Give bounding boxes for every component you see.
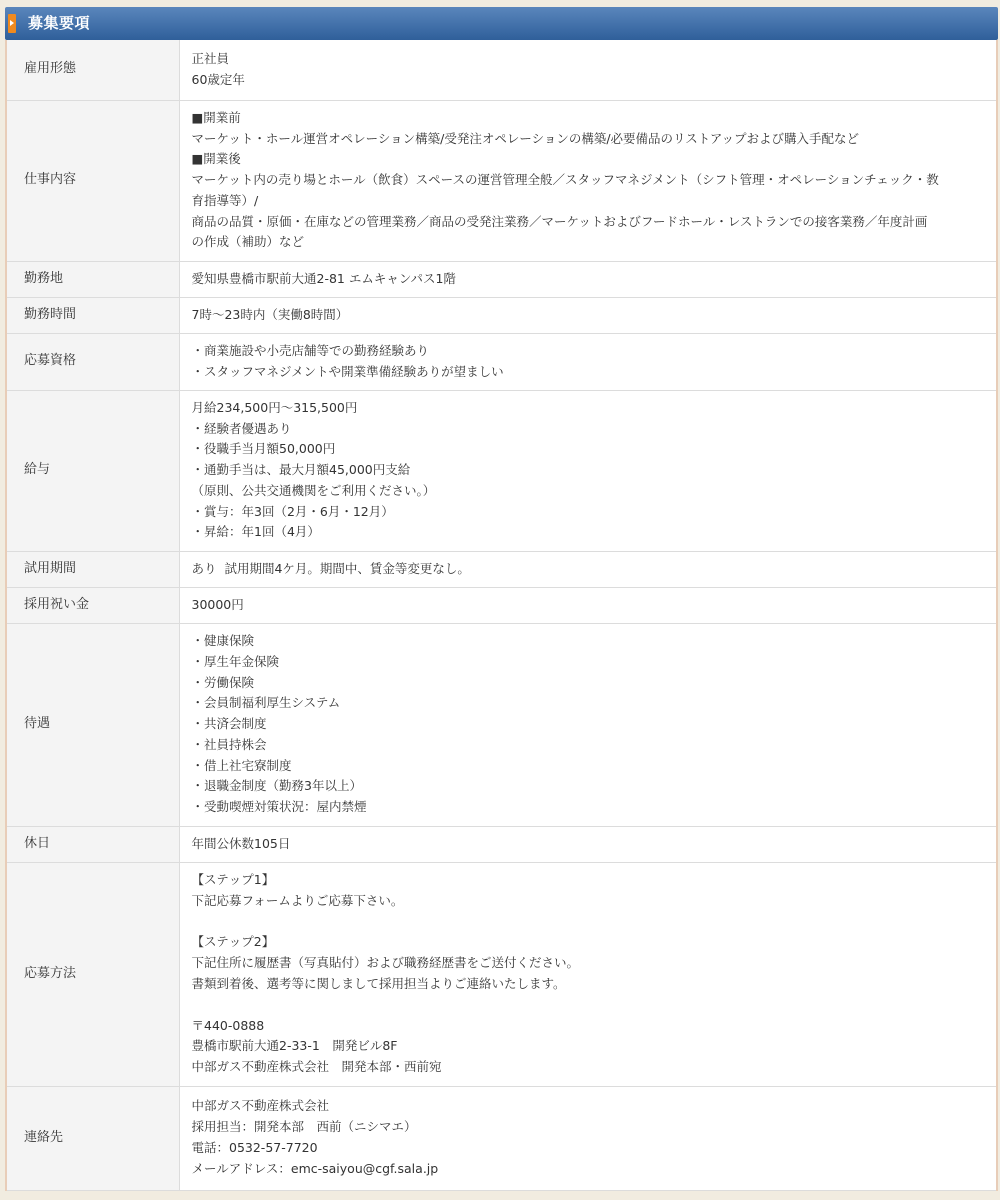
row-label: 給与 [7,390,179,551]
row-label: 連絡先 [7,1086,179,1190]
value-line: ・共済会制度 [191,716,267,732]
row-value [179,587,996,623]
value-line: 【ステップ1】 [191,872,275,888]
row-value [179,551,996,587]
table-row-work-location [7,261,996,297]
row-value [179,40,996,100]
row-label: 休日 [7,826,179,862]
table-row-holidays [7,826,996,862]
row-label: 待遇 [7,623,179,826]
value-line: ・労働保険 [191,674,255,690]
value-line: ・厚生年金保険 [191,653,280,669]
value-line: 中部ガス不動産株式会社 [191,1098,330,1114]
table-row-signing-bonus [7,587,996,623]
value-line: 下記住所に履歴書（写真貼付）および職務経歴書をご送付ください。 [191,955,580,971]
row-label: 採用祝い金 [7,587,179,623]
value-line: ・昇給：年1回（4月） [191,524,320,540]
row-value [179,297,996,333]
value-line: 正社員 [191,50,230,66]
value-line: 電話：0532-57-7720 [191,1140,318,1155]
row-label: 勤務時間 [7,297,179,333]
table-row-work-hours [7,297,996,333]
value-line: ■開業前 [191,109,241,125]
row-label: 応募方法 [7,862,179,1086]
value-line: ■開業後 [191,151,241,167]
table-row-employment-type [7,40,996,100]
value-line: 下記応募フォームよりご応募下さい。 [191,892,404,908]
recruitment-table [7,40,996,1191]
value-line: ・通勤手当は、最大月額45,000円支給 [191,462,411,478]
row-label: 応募資格 [7,333,179,390]
value-line: 中部ガス不動産株式会社 開発本部・西前宛 [191,1059,442,1075]
value-line: 30000円 [191,596,244,612]
value-line: マーケット内の売り場とホール（飲食）スペースの運営管理全般／スタッフマネジメント（シフト管理・オペレーションチェック・教 [191,172,939,188]
value-line: 〒440-0888 [191,1017,265,1033]
row-value [179,826,996,862]
value-line: 書類到着後、選考等に関しまして採用担当よりご連絡いたします。 [191,976,566,991]
value-line: ・役職手当月額50,000円 [191,441,336,457]
value-line: 採用担当：開発本部 西前（ニシマエ） [191,1119,417,1135]
value-line: の作成（補助）など [191,234,305,250]
value-line: 育指導等）/ [191,192,259,208]
row-value [179,261,996,297]
table-row-application-method [7,862,996,1086]
table-row-contact [7,1086,996,1190]
row-label: 雇用形態 [7,40,179,100]
value-line: マーケット・ホール運営オペレーション構築/受発注オペレーションの構築/必要備品のリストアップおよび購入手配など [191,130,860,146]
header-marker-icon [8,14,16,33]
value-line: 7時〜23時内（実働8時間） [191,306,349,322]
table-row-job-description [7,100,996,261]
blank-line [192,912,985,933]
value-line: ・経験者優遇あり [191,420,292,436]
value-line: ・借上社宅寮制度 [191,757,292,773]
table-row-benefits [7,623,996,826]
value-line: ・会員制福利厚生システム [191,695,341,711]
value-line: ・健康保険 [191,632,255,648]
value-line: ・スタッフマネジメントや開業準備経験ありが望ましい [191,363,504,379]
row-label: 勤務地 [7,261,179,297]
table-row-salary [7,390,996,551]
value-line: 愛知県豊橋市駅前大通2-81 エムキャンパス1階 [191,270,456,286]
value-line: メールアドレス：emc-saiyou@cgf.sala.jp [191,1160,439,1176]
row-value [179,100,996,261]
row-value [179,333,996,390]
value-line: 60歳定年 [191,71,245,87]
row-label: 試用期間 [7,551,179,587]
value-line: ・社員持株会 [191,736,267,752]
value-line: 年間公休数105日 [191,835,291,851]
value-line: ・賞与：年3回（2月・6月・12月） [191,503,394,519]
value-line: 豊橋市駅前大通2-33-1 開発ビル8F [191,1038,398,1054]
row-value [179,390,996,551]
recruitment-table-body [7,40,996,1190]
row-value [179,623,996,826]
value-line: 商品の品質・原価・在庫などの管理業務／商品の受発注業務／マーケットおよびフードホール・レストランでの接客業務／年度計画 [191,213,928,229]
value-line: あり 試用期間4ケ月。期間中、賃金等変更なし。 [191,560,470,576]
row-value [179,862,996,1086]
value-line: ・退職金制度（勤務3年以上） [191,778,362,794]
row-value [179,1086,996,1190]
blank-line [192,995,985,1016]
value-line: ・商業施設や小売店舗等での勤務経験あり [191,342,430,358]
value-line: 【ステップ2】 [191,934,275,950]
table-row-qualifications [7,333,996,390]
value-line: ・受動喫煙対策状況：屋内禁煙 [191,799,367,815]
section-title: 募集要項 [28,14,91,32]
row-label: 仕事内容 [7,100,179,261]
recruitment-table-container [5,40,998,1191]
value-line: （原則、公共交通機関をご利用ください。） [191,482,436,498]
table-row-trial-period [7,551,996,587]
value-line: 月給234,500円〜315,500円 [191,399,358,415]
section-header [5,7,998,40]
